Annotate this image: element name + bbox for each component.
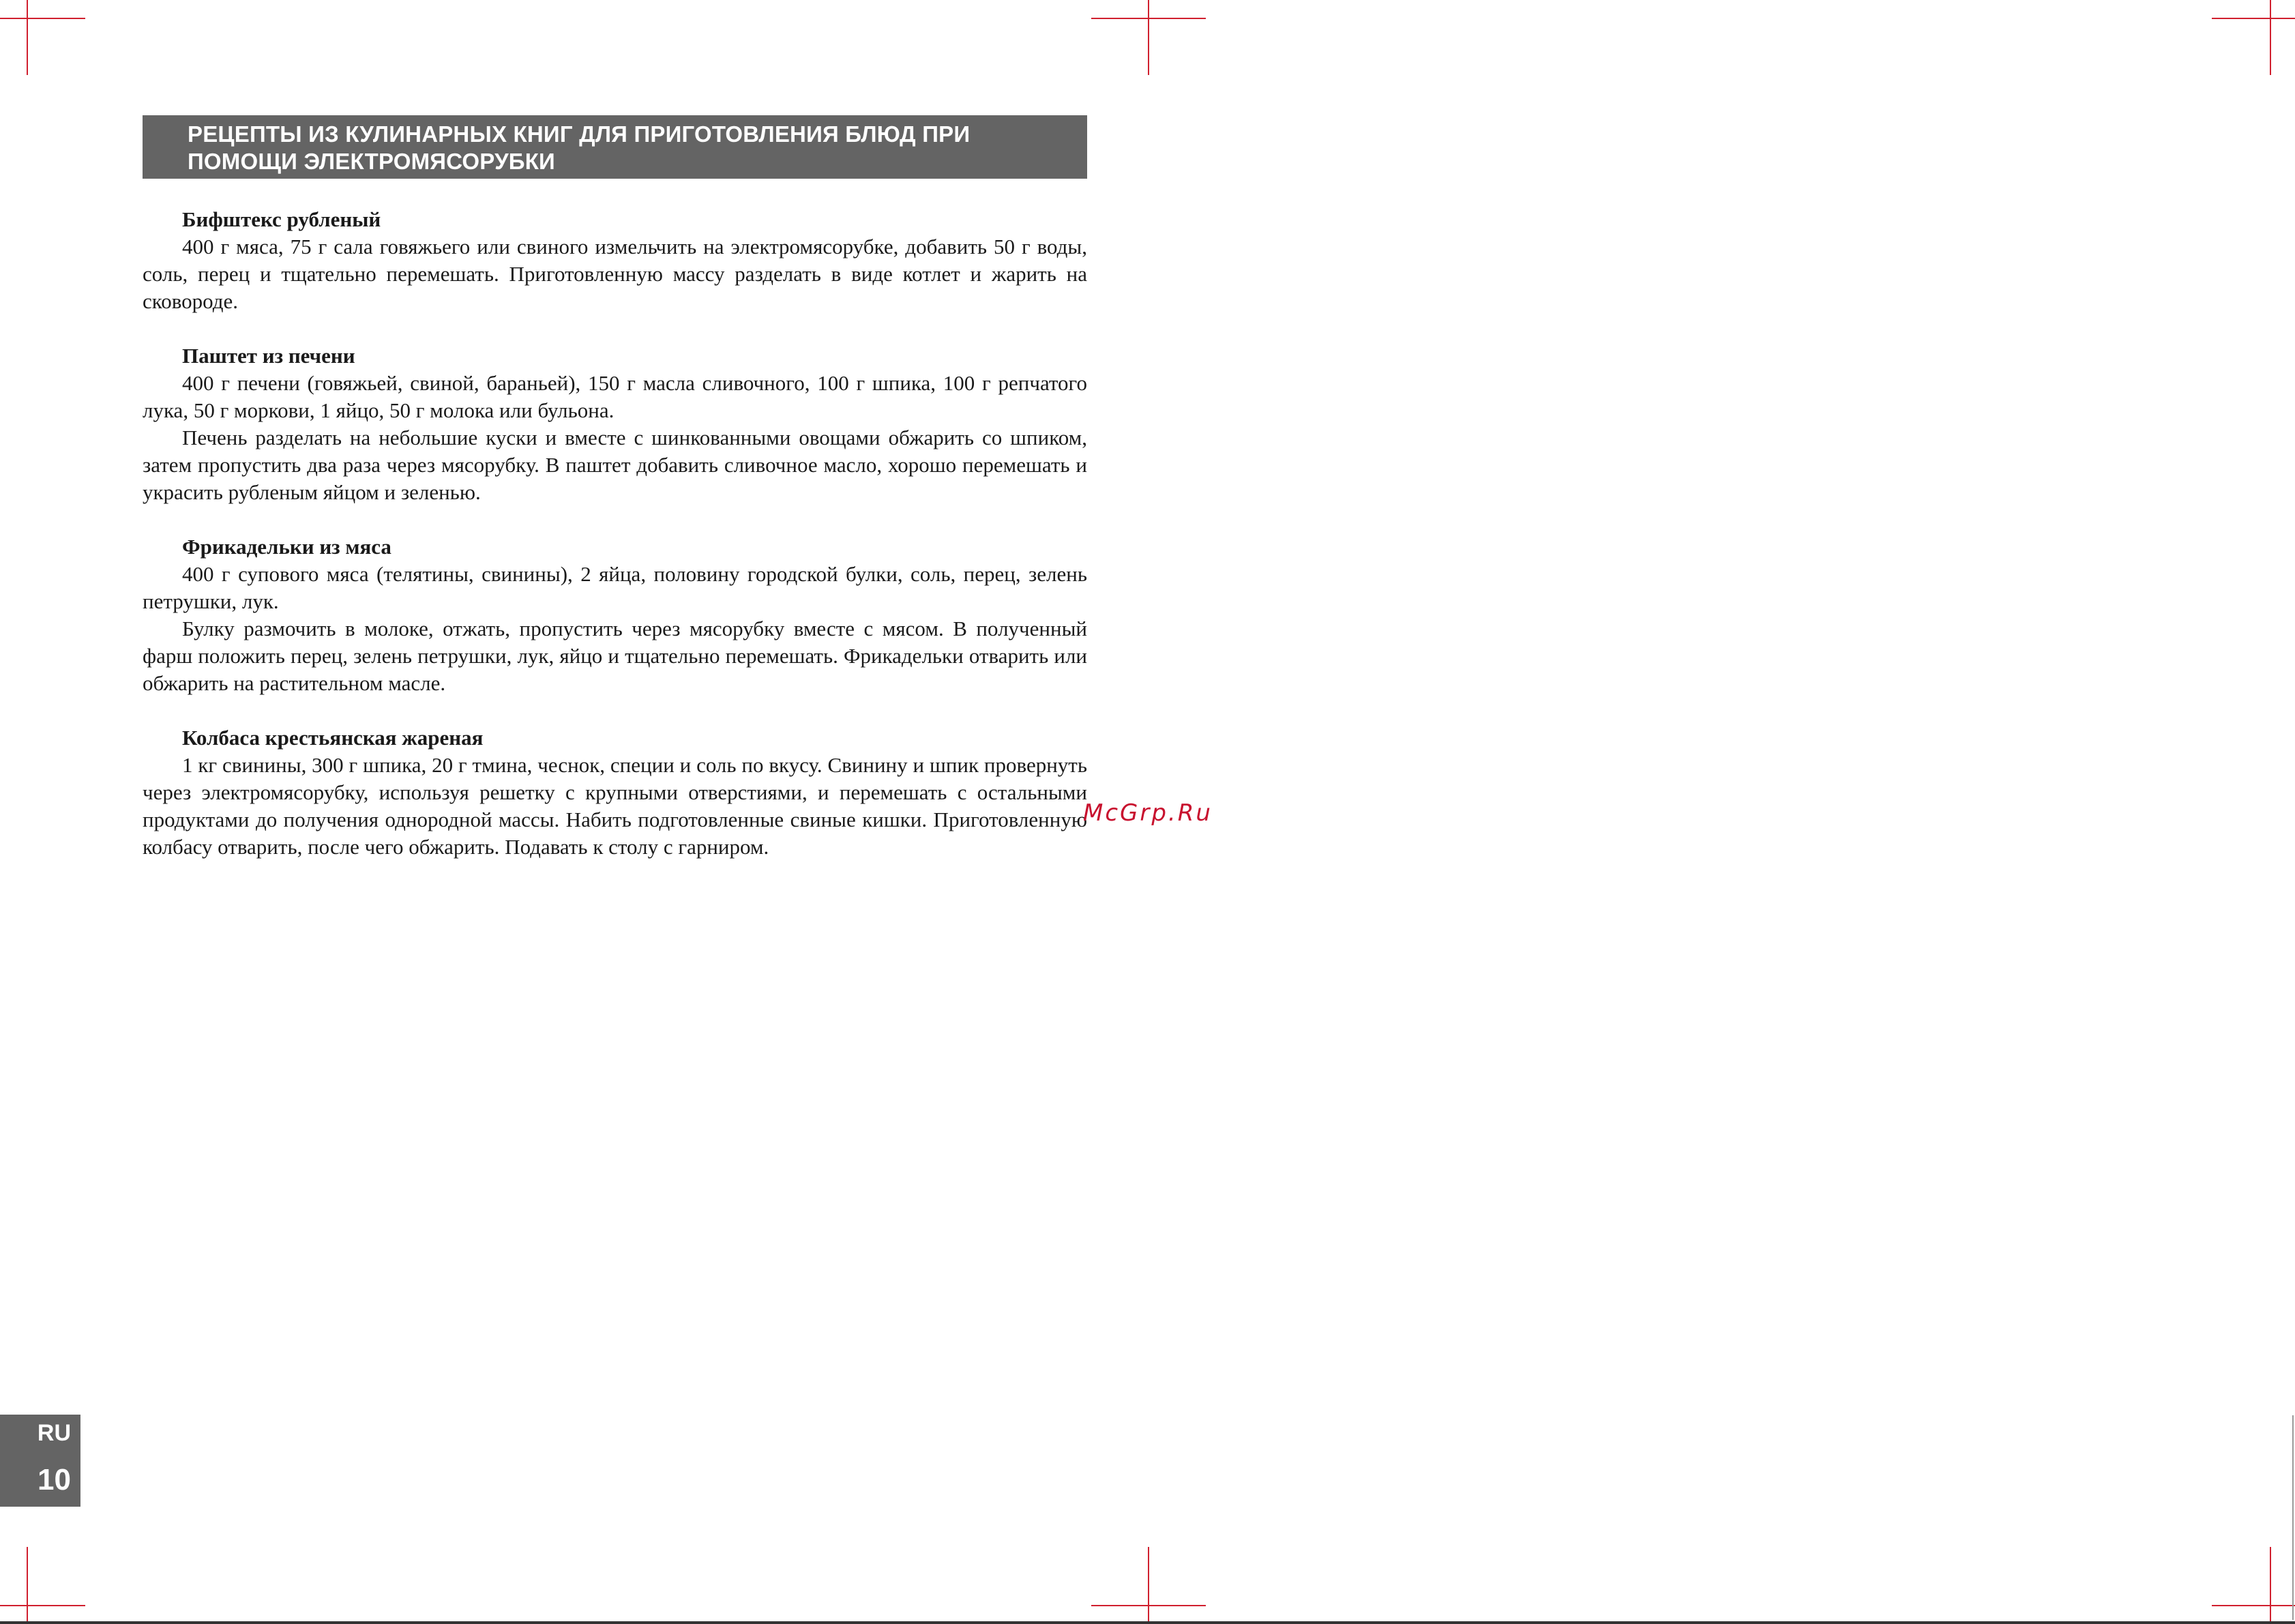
recipe-sausage bbox=[143, 724, 1087, 861]
recipe-list bbox=[143, 206, 1087, 888]
recipe-paragraph: Булку размочить в молоке, отжать, пропустить через мясорубку вместе с мясом. В полученный фарш положить перец, зелень петрушки, лук, яйцо и тщательно перемешать. Фрикадельки отварить или обжарить на растительном масле. bbox=[143, 617, 1087, 695]
recipe-liver-pate bbox=[143, 342, 1087, 506]
crop-mark-bottom-left-h bbox=[0, 1605, 85, 1606]
section-header bbox=[143, 115, 1087, 179]
recipe-meatballs bbox=[143, 533, 1087, 697]
crop-mark-top-right-v bbox=[2270, 0, 2271, 75]
recipe-beefsteak bbox=[143, 206, 1087, 315]
crop-mark-bottom-right-h bbox=[2212, 1605, 2295, 1606]
page-number: 10 bbox=[38, 1463, 71, 1496]
recipe-title: Паштет из печени bbox=[182, 344, 355, 368]
recipe-title: Фрикадельки из мяса bbox=[182, 535, 391, 559]
crop-mark-bottom-center-v bbox=[1148, 1547, 1149, 1624]
crop-mark-top-left-h bbox=[0, 18, 85, 19]
watermark: McGrp.Ru bbox=[1083, 799, 1213, 827]
recipe-paragraph: 400 г мяса, 75 г сала говяжьего или свиного измельчить на электромясорубке, добавить 50 г воды, соль, перец и тщательно перемешать. Приготовленную массу разделать в виде котлет и жарить на сковороде. bbox=[143, 235, 1087, 313]
recipe-paragraph: 400 г супового мяса (телятины, свинины), 2 яйца, половину городской булки, соль, перец, зелень петрушки, лук. bbox=[143, 562, 1087, 613]
crop-mark-bottom-right-v bbox=[2270, 1547, 2271, 1624]
language-label: RU bbox=[37, 1420, 71, 1446]
page-tab bbox=[0, 1415, 80, 1507]
recipe-paragraph: 1 кг свинины, 300 г шпика, 20 г тмина, чеснок, специи и соль по вкусу. Свинину и шпик провернуть через электромясорубку, используя решетку с крупными отверстиями, и перемешать с остальными продуктами до получения однородной массы. Набить подготовленные свиные кишки. Приготовленную колбасу отварить, после чего обжарить. Подавать к столу с гарниром. bbox=[143, 753, 1087, 859]
page-bottom-rule bbox=[0, 1621, 2295, 1624]
crop-mark-top-right-h bbox=[2212, 18, 2295, 19]
crop-mark-bottom-left-v bbox=[27, 1547, 28, 1624]
crop-mark-top-left-v bbox=[27, 0, 28, 75]
recipe-title: Бифштекс рубленый bbox=[182, 207, 381, 231]
recipe-paragraph: 400 г печени (говяжьей, свиной, бараньей), 150 г масла сливочного, 100 г шпика, 100 г репчатого лука, 50 г моркови, 1 яйцо, 50 г молока или бульона. bbox=[143, 371, 1087, 422]
section-title-line-1: РЕЦЕПТЫ ИЗ КУЛИНАРНЫХ КНИГ ДЛЯ ПРИГОТОВЛЕНИЯ БЛЮД ПРИ bbox=[188, 121, 971, 147]
section-title-line-2: ПОМОЩИ ЭЛЕКТРОМЯСОРУБКИ bbox=[188, 149, 555, 174]
recipe-paragraph: Печень разделать на небольшие куски и вместе с шинкованными овощами обжарить со шпиком, затем пропустить два раза через мясорубку. В паштет добавить сливочное масло, хорошо перемешать и украсить рубленым яйцом и зеленью. bbox=[143, 426, 1087, 504]
recipe-title: Колбаса крестьянская жареная bbox=[182, 726, 484, 750]
crop-mark-top-center-v bbox=[1148, 0, 1149, 75]
page-edge-rule bbox=[2292, 1415, 2294, 1620]
